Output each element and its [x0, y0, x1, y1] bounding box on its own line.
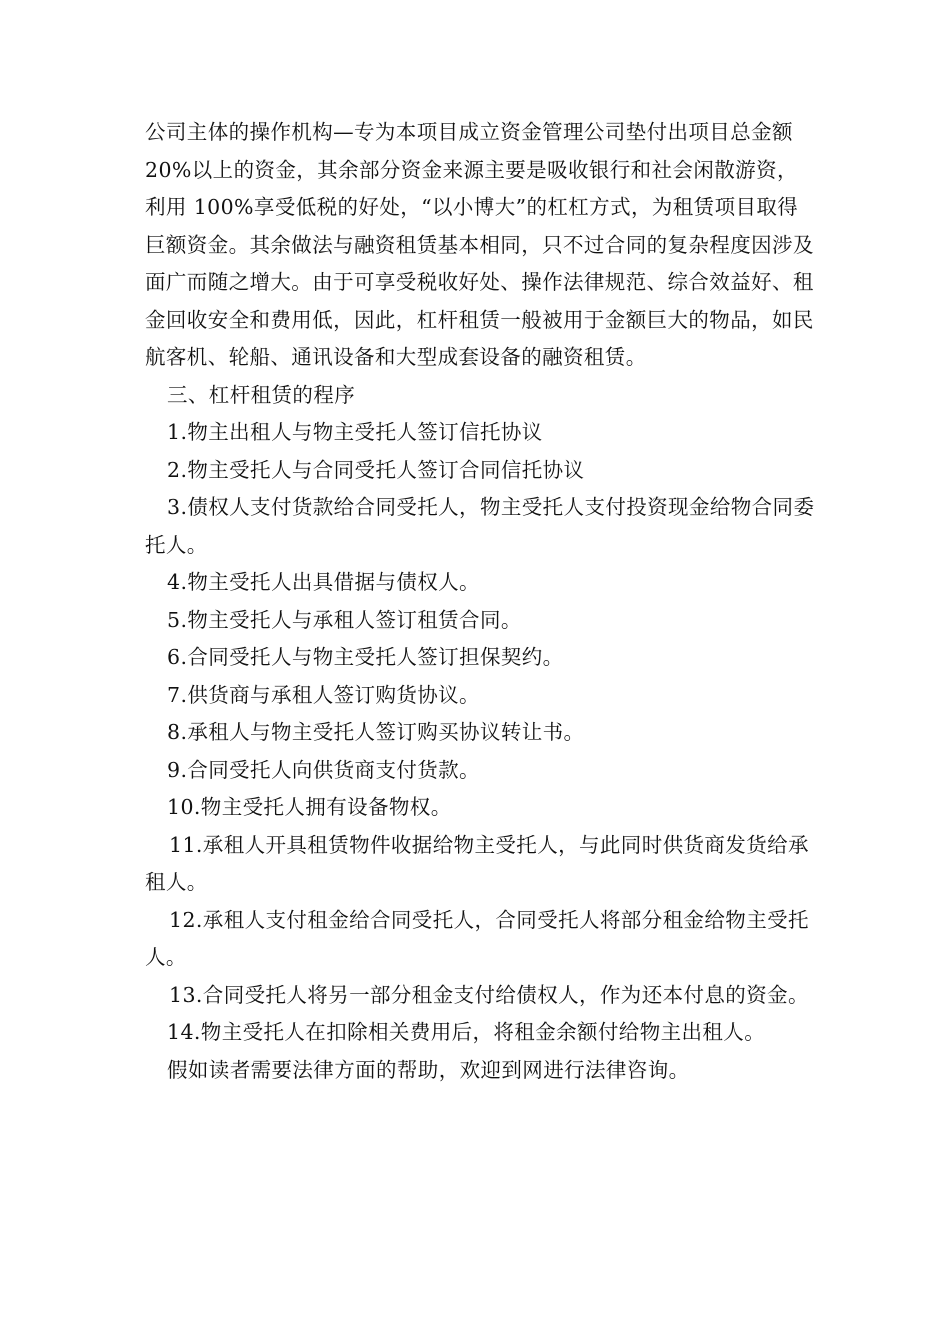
closing-paragraph: 假如读者需要法律方面的帮助，欢迎到网进行法律咨询。 — [167, 1057, 690, 1082]
step-item-12: 12.承租人支付租金给合同受托人，合同受托人将部分租金给物主受托人。 — [145, 907, 809, 969]
step-item-13: 13.合同受托人将另一部分租金支付给债权人，作为还本付息的资金。 — [169, 982, 809, 1007]
step-item-10: 10.物主受托人拥有设备物权。 — [167, 795, 452, 819]
step-item-4: 4.物主受托人出具借据与债权人。 — [167, 570, 480, 594]
step-item-8: 8.承租人与物主受托人签订购买协议转让书。 — [167, 720, 585, 744]
step-item-6: 6.合同受托人与物主受托人签订担保契约。 — [167, 645, 564, 669]
step-item-11: 11.承租人开具租赁物件收据给物主受托人，与此同时供货商发货给承租人。 — [145, 832, 809, 894]
step-item-2: 2.物主受托人与合同受托人签订合同信托协议 — [167, 457, 585, 482]
step-item-5: 5.物主受托人与承租人签订租赁合同。 — [167, 607, 522, 632]
step-item-7: 7.供货商与承租人签订购货协议。 — [167, 682, 480, 707]
intro-paragraph: 公司主体的操作机构—专为本项目成立资金管理公司垫付出项目总金额 20%以上的资金，其余部分资金来源主要是吸收银行和社会闲散游资，利用 100%享受低税的好处，“以小博大”的杠杠方式，为租赁项目取得巨额资金。其余做法与融资租赁基本相同，只不过合同的复杂程度因涉及面广而随之增大。由于可享受税收好处、操作法律规范、综合效益好、租金回收安全和费用低，因此，杠杆租赁一般被用于金额巨大的物品，如民航客机、轮船、通讯设备和大型成套设备的融资租赁。 — [145, 120, 814, 369]
step-item-14: 14.物主受托人在扣除相关费用后，将租金余额付给物主出租人。 — [167, 1020, 766, 1044]
step-item-3: 3.债权人支付货款给合同受托人，物主受托人支付投资现金给物合同委托人。 — [145, 495, 815, 557]
section-heading: 三、杠杆租赁的程序 — [167, 382, 356, 407]
document-body — [145, 114, 815, 1089]
step-item-1: 1.物主出租人与物主受托人签订信托协议 — [167, 420, 543, 444]
step-item-9: 9.合同受托人向供货商支付货款。 — [167, 757, 480, 782]
